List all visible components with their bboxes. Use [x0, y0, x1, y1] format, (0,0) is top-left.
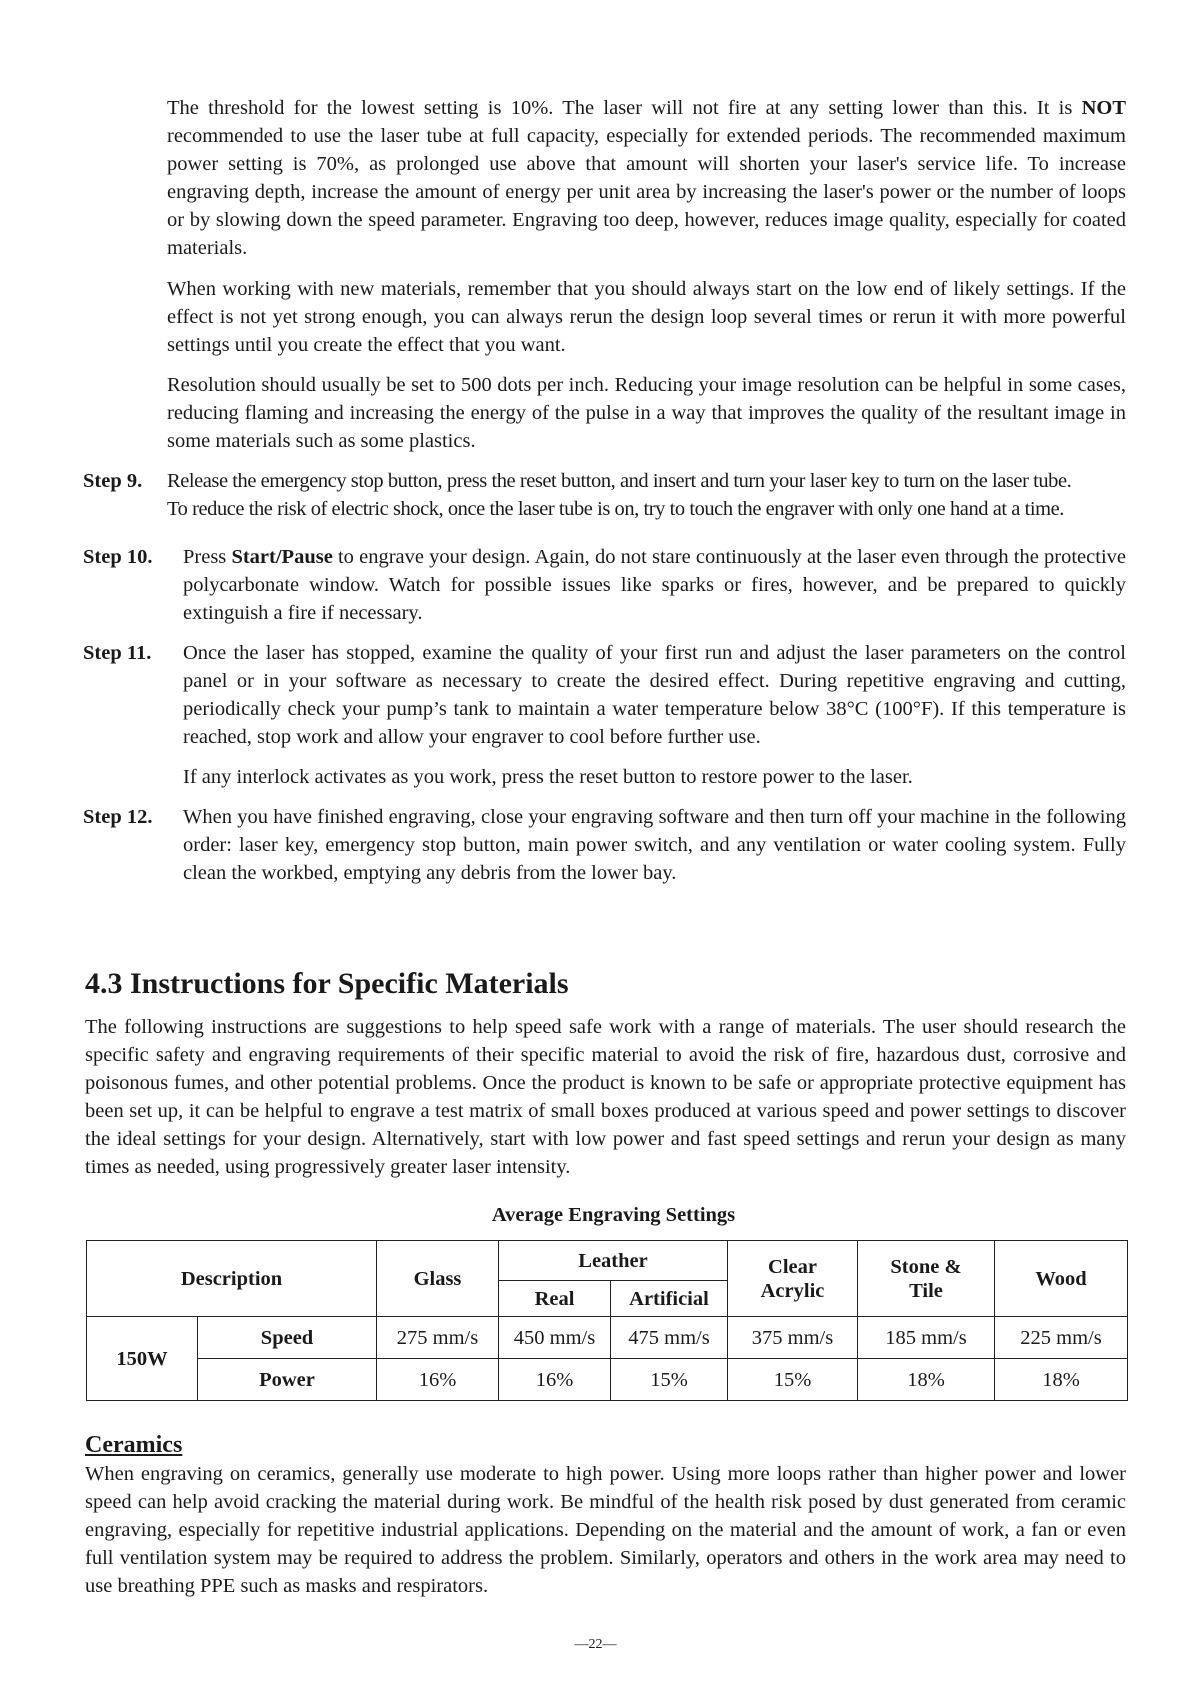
ceramics-title: Ceramics [85, 1432, 183, 1458]
new-materials-paragraph: When working with new materials, remember that you should always start on the low end of likely settings. If the effect is not yet strong enough, you can always rerun the design loop several times or rerun it with more powerful settings until you create the effect that you want. [167, 278, 1126, 356]
resolution-paragraph: Resolution should usually be set to 500 dots per inch. Reducing your image resolution can be helpful in some cases, reducing flaming and increasing the energy of the pulse in a way that improves the quality of the resultant image in some materials such as some plastics. [167, 374, 1126, 452]
speed-leather-real: 450 mm/s [499, 1317, 611, 1359]
clear-acrylic-line-1: Clear [768, 1255, 817, 1278]
page-number: —22— [574, 1637, 617, 1652]
power-wood: 18% [995, 1359, 1128, 1401]
section-intro: The following instructions are suggestions to help speed safe work with a range of materials. The user should research the specific safety and engraving requirements of their specific material to avoid the risk of fire, hazardous dust, corrosive and poisonous fumes, and other potential problems. Once the product is known to be safe or appropriate protective equipment has been set up, it can be helpful to engrave a test matrix of small boxes produced at various speed and power settings to discover the ideal settings for your design. Alternatively, start with low power and fast speed settings and rerun your design as many times as needed, using progressively greater laser intensity. [85, 1016, 1126, 1178]
leather-artificial-header: Artificial [611, 1281, 728, 1317]
step-9-line-1: Release the emergency stop button, press the reset button, and insert and turn your laser key to turn on the laser tube. [167, 470, 1072, 492]
step-9-text [167, 467, 1137, 523]
threshold-paragraph [167, 94, 1126, 262]
speed-stone-tile: 185 mm/s [858, 1317, 995, 1359]
model-cell: 150W [87, 1317, 198, 1401]
table-header-row [87, 1241, 1128, 1281]
glass-header: Glass [377, 1241, 499, 1317]
speed-glass: 275 mm/s [377, 1317, 499, 1359]
step-10-text-part1: Press [183, 546, 232, 568]
speed-leather-artificial: 475 mm/s [611, 1317, 728, 1359]
threshold-text-part2: recommended to use the laser tube at full capacity, especially for extended periods. The recommended maximum power setting is 70%, as prolonged use above that amount will shorten your laser's service life. To increase engraving depth, increase the amount of energy per unit area by increasing the laser's power or the number of loops or by slowing down the speed parameter. Engraving too deep, however, reduces image quality, especially for coated materials. [167, 125, 1126, 259]
power-leather-real: 16% [499, 1359, 611, 1401]
wood-header: Wood [995, 1241, 1128, 1317]
start-pause-emphasis: Start/Pause [231, 546, 333, 568]
step-10-text [183, 543, 1126, 627]
table-row [87, 1317, 1128, 1359]
interlock-note: If any interlock activates as you work, press the reset button to restore power to the laser. [183, 766, 913, 788]
threshold-text-part1: The threshold for the lowest setting is 10%. The laser will not fire at any setting lower than this. It is [167, 97, 1082, 119]
clear-acrylic-header [728, 1241, 858, 1317]
description-header: Description [87, 1241, 377, 1317]
engraving-settings-table [86, 1240, 1128, 1401]
step-10-label: Step 10. [83, 546, 153, 568]
leather-header: Leather [499, 1241, 728, 1281]
power-leather-artificial: 15% [611, 1359, 728, 1401]
table-caption: Average Engraving Settings [491, 1204, 736, 1226]
step-12-label: Step 12. [83, 806, 153, 828]
ceramics-text: When engraving on ceramics, generally use moderate to high power. Using more loops rather than higher power and lower speed can help avoid cracking the material during work. Be mindful of the health risk posed by dust generated from ceramic engraving, especially for repetitive industrial applications. Depending on the material and the amount of work, a fan or even full ventilation system may be required to address the problem. Similarly, operators and others in the work area may need to use breathing PPE such as masks and respirators. [85, 1463, 1126, 1597]
step-11-text: Once the laser has stopped, examine the quality of your first run and adjust the laser parameters on the control panel or in your software as necessary to create the desired effect. During repetitive engraving and cutting, periodically check your pump’s tank to maintain a water temperature below 38°C (100°F). If this temperature is reached, stop work and allow your engraver to cool before further use. [183, 642, 1126, 748]
clear-acrylic-line-2: Acrylic [760, 1279, 825, 1302]
speed-clear-acrylic: 375 mm/s [728, 1317, 858, 1359]
power-clear-acrylic: 15% [728, 1359, 858, 1401]
step-9-label: Step 9. [83, 470, 143, 492]
leather-real-header: Real [499, 1281, 611, 1317]
step-11-label: Step 11. [83, 642, 152, 664]
step-12-text: When you have finished engraving, close your engraving software and then turn off your machine in the following order: laser key, emergency stop button, main power switch, and any ventilation or water cooling system. Fully clean the workbed, emptying any debris from the lower bay. [183, 806, 1126, 884]
stone-tile-line-1: Stone & [890, 1255, 962, 1278]
threshold-emphasis: NOT [1081, 97, 1126, 119]
speed-label: Speed [198, 1317, 377, 1359]
section-title: 4.3 Instructions for Specific Materials [85, 967, 569, 1000]
step-10-text-part2: to engrave your design. Again, do not stare continuously at the laser even through the protective polycarbonate window. Watch for possible issues like sparks or fires, however, and be prepared to quickly extinguish a fire if necessary. [183, 546, 1126, 624]
speed-wood: 225 mm/s [995, 1317, 1128, 1359]
power-stone-tile: 18% [858, 1359, 995, 1401]
power-label: Power [198, 1359, 377, 1401]
stone-tile-line-2: Tile [909, 1279, 943, 1302]
stone-tile-header [858, 1241, 995, 1317]
step-9-line-2: To reduce the risk of electric shock, once the laser tube is on, try to touch the engraver with only one hand at a time. [167, 498, 1064, 520]
table-row [87, 1359, 1128, 1401]
power-glass: 16% [377, 1359, 499, 1401]
